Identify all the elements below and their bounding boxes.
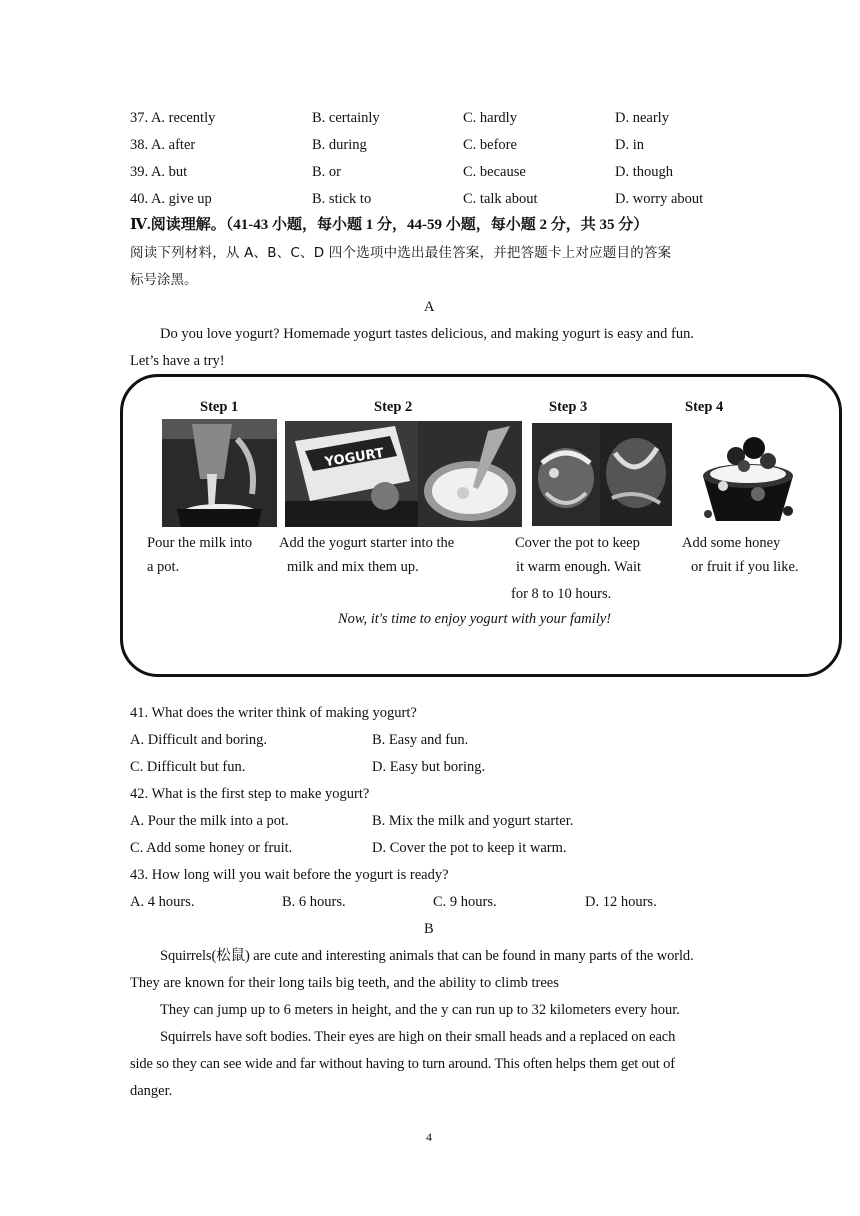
step-1-caption-line2: a pot.	[147, 559, 180, 575]
question-42-b: B. Mix the milk and yogurt starter.	[372, 813, 574, 829]
question-43-a: A. 4 hours.	[130, 894, 195, 910]
step-3-photo-pot	[532, 423, 600, 526]
option-38-d: D. in	[615, 137, 644, 153]
passage-b-p3-line1: Squirrels have soft bodies. Their eyes are high on their small heads and a replaced on each	[160, 1029, 676, 1045]
option-39-b: B. or	[312, 164, 341, 180]
question-41: 41. What does the writer think of making yogurt?	[130, 705, 417, 721]
step-1-photo	[162, 419, 277, 527]
option-39-d: D. though	[615, 164, 673, 180]
option-39-c: C. because	[463, 164, 526, 180]
step-3-title: Step 3	[549, 399, 588, 415]
step-2-title: Step 2	[374, 399, 413, 415]
passage-b-p3-line2: side so they can see wide and far without having to turn around. This often helps them get out of	[130, 1056, 675, 1072]
question-42-d: D. Cover the pot to keep it warm.	[372, 840, 567, 856]
option-40-d: D. worry about	[615, 191, 704, 207]
passage-b-p2: They can jump up to 6 meters in height, and the y can run up to 32 kilometers every hour.	[160, 1002, 680, 1018]
yogurt-package-label: YOGURT	[323, 445, 385, 471]
step-4-caption-line2: or fruit if you like.	[691, 559, 799, 575]
question-43: 43. How long will you wait before the yogurt is ready?	[130, 867, 449, 883]
passage-a-intro-line1: Do you love yogurt? Homemade yogurt tastes delicious, and making yogurt is easy and fun.	[160, 326, 694, 342]
section-instruction-line2: 标号涂黑。	[130, 272, 198, 288]
passage-b-label: B	[424, 921, 434, 937]
step-4-title: Step 4	[685, 399, 724, 415]
passage-a-intro-line2: Let’s have a try!	[130, 353, 225, 369]
step-4-caption-line1: Add some honey	[682, 535, 781, 551]
section-heading: Ⅳ.阅读理解。（41-43 小题，每小题 1 分，44-59 小题，每小题 2 分，共 35 分）	[130, 217, 649, 233]
step-3-photo-cover	[600, 423, 672, 526]
step-2-caption-line1: Add the yogurt starter into the	[279, 535, 455, 551]
option-37-a: 37. A. recently	[130, 110, 216, 126]
option-37-d: D. nearly	[615, 110, 669, 126]
option-37-b: B. certainly	[312, 110, 380, 126]
question-41-d: D. Easy but boring.	[372, 759, 486, 775]
question-41-a: A. Difficult and boring.	[130, 732, 268, 748]
option-38-a: 38. A. after	[130, 137, 196, 153]
passage-b-p1-line2: They are known for their long tails big teeth, and the ability to climb trees	[130, 975, 559, 991]
step-2-caption-line2: milk and mix them up.	[287, 559, 419, 575]
step-3-caption-line3: for 8 to 10 hours.	[511, 586, 612, 602]
question-42-c: C. Add some honey or fruit.	[130, 840, 293, 856]
step-1-title: Step 1	[200, 399, 239, 415]
step-4-photo	[688, 426, 808, 530]
option-40-c: C. talk about	[463, 191, 538, 207]
option-38-b: B. during	[312, 137, 367, 153]
option-40-a: 40. A. give up	[130, 191, 212, 207]
step-2-photo-starter	[285, 421, 418, 527]
passage-a-closing: Now, it's time to enjoy yogurt with your family!	[338, 611, 612, 627]
passage-b-p1-line1: Squirrels(松鼠) are cute and interesting animals that can be found in many parts of the world.	[160, 948, 694, 964]
section-instruction-line1: 阅读下列材料，从 A、B、C、D 四个选项中选出最佳答案，并把答题卡上对应题目的答案	[130, 245, 672, 261]
option-37-c: C. hardly	[463, 110, 517, 126]
passage-b-p3-line3: danger.	[130, 1083, 173, 1099]
step-2-photo-mixing	[418, 421, 522, 527]
option-40-b: B. stick to	[312, 191, 372, 207]
question-43-c: C. 9 hours.	[433, 894, 497, 910]
question-41-c: C. Difficult but fun.	[130, 759, 246, 775]
passage-a-label: A	[424, 299, 435, 315]
question-41-b: B. Easy and fun.	[372, 732, 469, 748]
option-38-c: C. before	[463, 137, 517, 153]
step-1-caption-line1: Pour the milk into	[147, 535, 253, 551]
step-3-caption-line2: it warm enough. Wait	[516, 559, 642, 575]
question-42-a: A. Pour the milk into a pot.	[130, 813, 289, 829]
step-3-caption-line1: Cover the pot to keep	[515, 535, 640, 551]
page-number: 4	[426, 1130, 432, 1144]
question-43-d: D. 12 hours.	[585, 894, 657, 910]
question-43-b: B. 6 hours.	[282, 894, 346, 910]
question-42: 42. What is the first step to make yogurt?	[130, 786, 370, 802]
option-39-a: 39. A. but	[130, 164, 188, 180]
